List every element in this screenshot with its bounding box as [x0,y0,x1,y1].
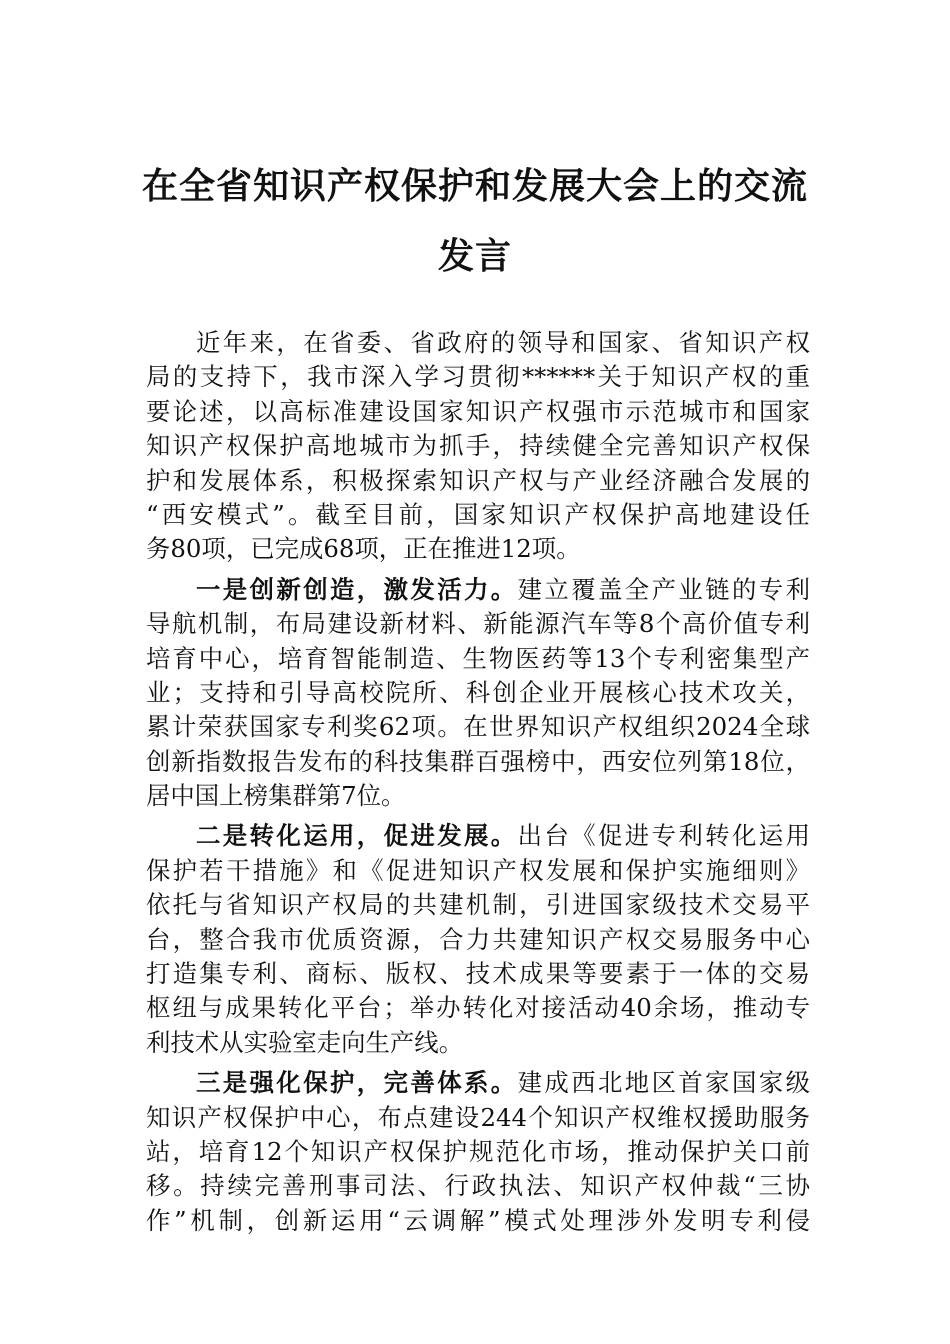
section-3-first-line [146,1066,810,1100]
section-3-line: 移。持续完善刑事司法、行政执法、知识产权仲裁“三协 [146,1171,810,1201]
section-2-line: 台，整合我市优质资源，合力共建知识产权交易服务中心 [146,924,810,954]
document-title-line-1: 在全省知识产权保护和发展大会上的交流 [141,165,808,207]
section-1-line: 培育中心，培育智能制造、生物医药等13个专利密集型产 [146,643,810,673]
intro-line: “西安模式”。截至目前，国家知识产权保护高地建设任 [146,499,810,529]
intro-line: 护和发展体系，积极探索知识产权与产业经济融合发展的 [146,465,810,495]
section-1-line: 导航机制，布局建设新材料、新能源汽车等8个高价值专利 [146,609,810,639]
section-1-first-rest: 建立覆盖全产业链的专利 [517,574,810,604]
section-3-line: 作”机制，创新运用“云调解”模式处理涉外发明专利侵 [146,1205,810,1235]
section-1-line: 业；支持和引导高校院所、科创企业开展核心技术攻关， [146,677,810,707]
section-2-line: 打造集专利、商标、版权、技术成果等要素于一体的交易 [146,959,810,989]
section-2-first-rest: 出台《促进专利转化运用 [517,821,810,851]
section-3-lead: 三是强化保护，完善体系。 [196,1068,518,1098]
section-1-line: 累计荣获国家专利奖62项。在世界知识产权组织2024全球 [146,712,810,742]
section-3-first-rest: 建成西北地区首家国家级 [517,1068,810,1098]
document-title-line-2: 发言 [437,235,512,277]
section-3-paragraph [146,1066,810,1238]
section-3-line: 知识产权保护中心，布点建设244个知识产权维权援助服务 [146,1102,810,1132]
section-3-line: 站，培育12个知识产权保护规范化市场，推动保护关口前 [146,1136,810,1166]
intro-line: 知识产权保护高地城市为抓手，持续健全完善知识产权保 [146,431,810,461]
section-2-line: 利技术从实验室走向生产线。 [146,1027,464,1057]
section-1-paragraph [146,573,810,814]
intro-line: 要论述，以高标准建设国家知识产权强市示范城市和国家 [146,396,810,426]
section-1-lead: 一是创新创造，激发活力。 [196,574,518,604]
section-1-line: 居中国上榜集群第7位。 [146,781,406,811]
intro-line: 局的支持下，我市深入学习贯彻******关于知识产权的重 [146,362,810,392]
section-1-first-line [146,573,810,607]
section-2-lead: 二是转化运用，促进发展。 [196,821,518,851]
intro-paragraph [146,326,810,567]
document-body [146,326,810,1238]
intro-line: 务80项，已完成68项，正在推进12项。 [146,534,581,564]
intro-line: 近年来，在省委、省政府的领导和国家、省知识产权 [196,328,810,357]
section-1-line: 创新指数报告发布的科技集群百强榜中，西安位列第18位， [146,746,810,776]
section-2-paragraph [146,819,810,1060]
section-2-line: 依托与省知识产权局的共建机制，引进国家级技术交易平 [146,890,810,920]
section-2-line: 枢纽与成果转化平台；举办转化对接活动40余场，推动专 [146,993,810,1023]
section-2-first-line [146,819,810,853]
section-2-line: 保护若干措施》和《促进知识产权发展和保护实施细则》 [146,855,810,885]
